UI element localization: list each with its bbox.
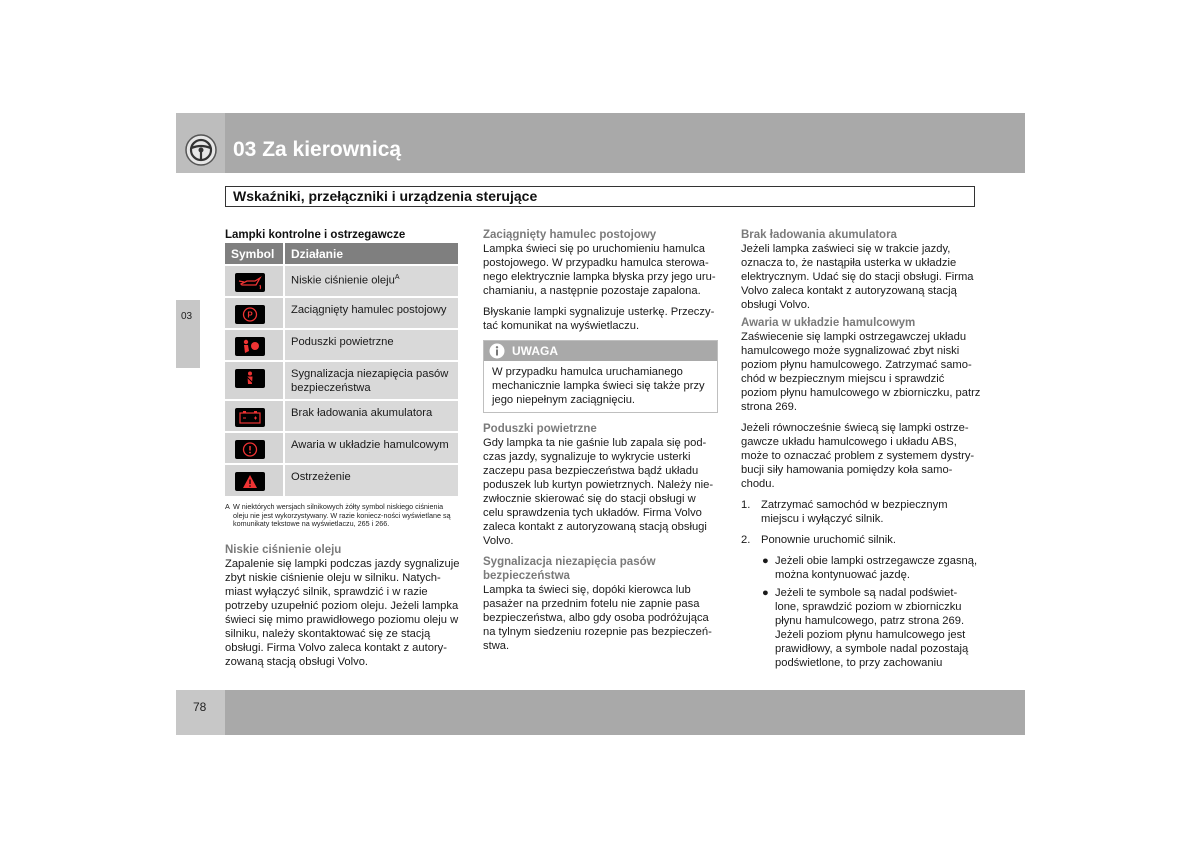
table-footnote (225, 503, 460, 529)
table-row (225, 464, 458, 496)
step-text: Ponownie uruchomić silnik. (761, 534, 896, 546)
footnote-text: W niektórych wersjach silnikowych żółty symbol niskiego ciśnienia oleju nie jest wykorzystywany. W razie koniecz-ności wyświetlane są komunikaty tekstowe na wyświetlaczu, 265 i 266. (233, 502, 451, 529)
battery-heading: Brak ładowania akumulatora (741, 229, 897, 241)
row-text: Awaria w układzie hamulcowym (284, 432, 458, 464)
steps-list (741, 498, 981, 547)
parking-brake-icon (235, 305, 265, 324)
warning-triangle-icon (235, 472, 265, 491)
oil-heading: Niskie ciśnienie oleju (225, 543, 342, 556)
column-3 (741, 228, 981, 674)
warning-box (483, 340, 718, 413)
row-text: Ostrzeżenie (284, 464, 458, 496)
list-item (761, 554, 981, 582)
steering-wheel-icon (185, 134, 217, 166)
table-header-symbol: Symbol (225, 243, 284, 265)
list-item (741, 533, 981, 547)
table-row (225, 265, 458, 297)
footnote-ref: A (394, 274, 400, 281)
oil-text: Zapalenie się lampki podczas jazdy sygnalizuje zbyt niskie ciśnienie oleju w silniku. Natych-miast wyłączyć silnik, sprawdzić i w razie potrzeby uzupełnić poziom oleju. Jeżeli lampka świeci się mimo prawidłowego poziomu oleju w silniku, należy skontaktować się ze stacją obsługi. Firma Volvo zaleca kontakt z autory-zowaną stacją obsługi Volvo. (225, 557, 460, 668)
warning-text: W przypadku hamulca uruchamianego mechanicznie lampka świeci się także przy jego niepełnym zaciągnięciu. (492, 366, 705, 406)
bullet-icon: ● (762, 587, 769, 599)
seatbelt-icon (235, 369, 265, 388)
parking-brake-heading: Zaciągnięty hamulec postojowy (483, 229, 657, 241)
list-item (761, 586, 981, 670)
lamps-table (225, 243, 458, 496)
footnote-marker: A (225, 502, 230, 511)
chapter-side-tab (176, 300, 200, 368)
airbag-icon (235, 337, 265, 356)
row-text: Niskie ciśnienie oleju (291, 274, 395, 287)
column-2 (483, 228, 718, 660)
row-text: Poduszki powietrzne (284, 329, 458, 361)
battery-icon (235, 408, 265, 427)
info-icon (489, 343, 505, 359)
warning-box-header (484, 341, 717, 361)
step-number: 2. (741, 534, 751, 546)
column-1 (225, 228, 460, 676)
brake-failure-text-1: Zaświecenie się lampki ostrzegawczej układu hamulcowego może sygnalizować zbyt niski poziom płynu hamulcowego. Zatrzymać samo-chód w bezpiecznym miejscu i sprawdzić poziom płynu hamulcowego w zbiorniczku, patrz strona 269. (741, 331, 981, 413)
brake-failure-icon (235, 440, 265, 459)
bullet-icon: ● (762, 555, 769, 567)
bullet-text: Jeżeli te symbole są nadal podświet-lone, sprawdzić poziom w zbiorniczku płynu hamulcowego, patrz strona 269. Jeżeli poziom płynu hamulcowego jest prawidłowy, a symbole nadal pozostają podświetlone, to przy zachowaniu (775, 587, 969, 669)
table-row (225, 297, 458, 329)
brake-failure-text-2: Jeżeli równocześnie świecą się lampki ostrze-gawcze układu hamulcowego i układu ABS, może to oznaczać problem z systemem dystry-bucji siły hamowania pomiędzy koła samo-chodu. (741, 422, 975, 490)
table-row (225, 361, 458, 400)
bullet-text: Jeżeli obie lampki ostrzegawcze zgasną, można kontynuować jazdę. (775, 555, 978, 581)
brake-failure-heading: Awaria w układzie hamulcowym (741, 317, 916, 329)
row-text: Brak ładowania akumulatora (284, 400, 458, 432)
svg-text:P: P (247, 310, 253, 320)
lamps-table-title: Lampki kontrolne i ostrzegawcze (225, 229, 406, 241)
list-item (741, 498, 981, 526)
parking-brake-text-2: Błyskanie lampki sygnalizuje usterkę. Przeczy-tać komunikat na wyświetlaczu. (483, 306, 715, 332)
oil-pressure-icon (235, 273, 265, 292)
side-tab-label: 03 (181, 311, 193, 322)
step-number: 1. (741, 499, 751, 511)
table-row (225, 400, 458, 432)
parking-brake-text-1: Lampka świeci się po uruchomieniu hamulca postojowego. W przypadku hamulca sterowa-nego elektrycznie lampka błyska przy jego uru-chamianiu, a następnie pozostaje zapalona. (483, 243, 716, 297)
table-row (225, 432, 458, 464)
row-text: Zaciągnięty hamulec postojowy (284, 297, 458, 329)
bullet-list (761, 554, 981, 670)
warning-label: UWAGA (512, 344, 558, 358)
seatbelt-heading: Sygnalizacja niezapięcia pasów bezpieczeństwa (483, 556, 656, 582)
battery-text: Jeżeli lampka zaświeci się w trakcie jazdy, oznacza to, że nastąpiła usterka w układzie elektrycznym. Udać się do stacji obsługi. Firma Volvo zaleca kontakt z autoryzowaną stacją obsługi Volvo. (741, 243, 974, 311)
section-title: Wskaźniki, przełączniki i urządzenia sterujące (233, 188, 538, 204)
page-number: 78 (193, 700, 207, 714)
table-header-action: Działanie (284, 243, 458, 265)
footer-band (176, 690, 1025, 735)
seatbelt-text: Lampka ta świeci się, dopóki kierowca lub pasażer na przednim fotelu nie zapnie pasa bezpieczeństwa, albo gdy osoba podróżująca na tylnym siedzeniu rozepnie pas bezpieczeń-stwa. (483, 584, 712, 652)
airbag-heading: Poduszki powietrzne (483, 423, 597, 435)
table-header-row (225, 243, 458, 265)
chapter-title: 03 Za kierownicą (233, 138, 402, 161)
row-text: Sygnalizacja niezapięcia pasów bezpieczeństwa (284, 361, 458, 400)
airbag-text: Gdy lampka ta nie gaśnie lub zapala się pod-czas jazdy, sygnalizuje to wykrycie usterki zaczepu pasa bezpieczeństwa bądź układu poduszek lub kurtyn powietrznych. Należy nie-zwłocznie skierować się do stacji obsługi w celu sprawdzenia tych układów. Firma Volvo zaleca kontakt z autoryzowaną stacją obsługi Volvo. (483, 437, 714, 547)
table-row (225, 329, 458, 361)
step-text: Zatrzymać samochód w bezpiecznym miejscu i wyłączyć silnik. (761, 499, 948, 525)
